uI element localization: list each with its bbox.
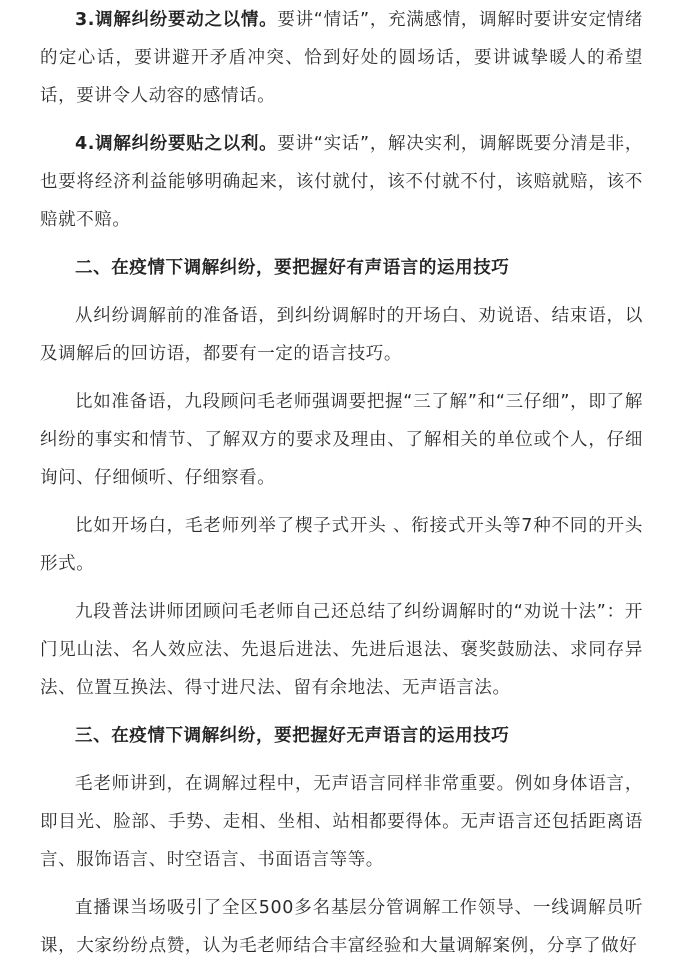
- section-heading-2: 二、在疫情下调解纠纷，要把握好有声语言的运用技巧: [75, 258, 510, 278]
- paragraph-4-body: 要讲“实话”，解决实利，调解既要分清是非，也要将经济利益能够明确起来，该付就付，该不付就不付，该赔就赔，该不赔就不赔。: [40, 134, 643, 230]
- article-body: [0, 1, 683, 964]
- paragraph-prep-language: 从纠纷调解前的准备语，到纠纷调解时的开场白、劝说语、结束语，以及调解后的回访语，都要有一定的语言技巧。: [40, 306, 643, 364]
- paragraph-live-class: 直播课当场吸引了全区500多名基层分管调解工作领导、一线调解员听课，大家纷纷点赞，认为毛老师结合丰富经验和大量调解案例，分享了做好: [40, 898, 643, 956]
- paragraph-ten-methods: 九段普法讲师团顾问毛老师自己还总结了纠纷调解时的“劝说十法”：开门见山法、名人效应法、先退后进法、先进后退法、褒奖鼓励法、求同存异法、位置互换法、得寸进尺法、留有余地法、无声语言法。: [40, 602, 643, 698]
- paragraph-3: [40, 1, 643, 115]
- paragraph-4: [40, 125, 643, 239]
- paragraph-opening: 比如开场白，毛老师列举了楔子式开头 、衔接式开头等7种不同的开头形式。: [40, 516, 643, 574]
- paragraph-4-lead: 4.调解纠纷要贴之以利。: [75, 134, 278, 154]
- paragraph-silent-language: 毛老师讲到，在调解过程中，无声语言同样非常重要。例如身体语言，即目光、脸部、手势、走相、坐相、站相都要得体。无声语言还包括距离语言、服饰语言、时空语言、书面语言等等。: [40, 774, 643, 870]
- paragraph-3-body: 要讲“情话”，充满感情，调解时要讲安定情绪的定心话，要讲避开矛盾冲突、恰到好处的圆场话，要讲诚挚暖人的希望话，要讲令人动容的感情话。: [40, 10, 643, 106]
- section-heading-3: 三、在疫情下调解纠纷，要把握好无声语言的运用技巧: [75, 726, 510, 746]
- paragraph-three-understand: 比如准备语，九段顾问毛老师强调要把握“三了解”和“三仔细”，即了解纠纷的事实和情节、了解双方的要求及理由、了解相关的单位或个人，仔细询问、仔细倾听、仔细察看。: [40, 392, 643, 488]
- paragraph-3-lead: 3.调解纠纷要动之以情。: [75, 10, 278, 30]
